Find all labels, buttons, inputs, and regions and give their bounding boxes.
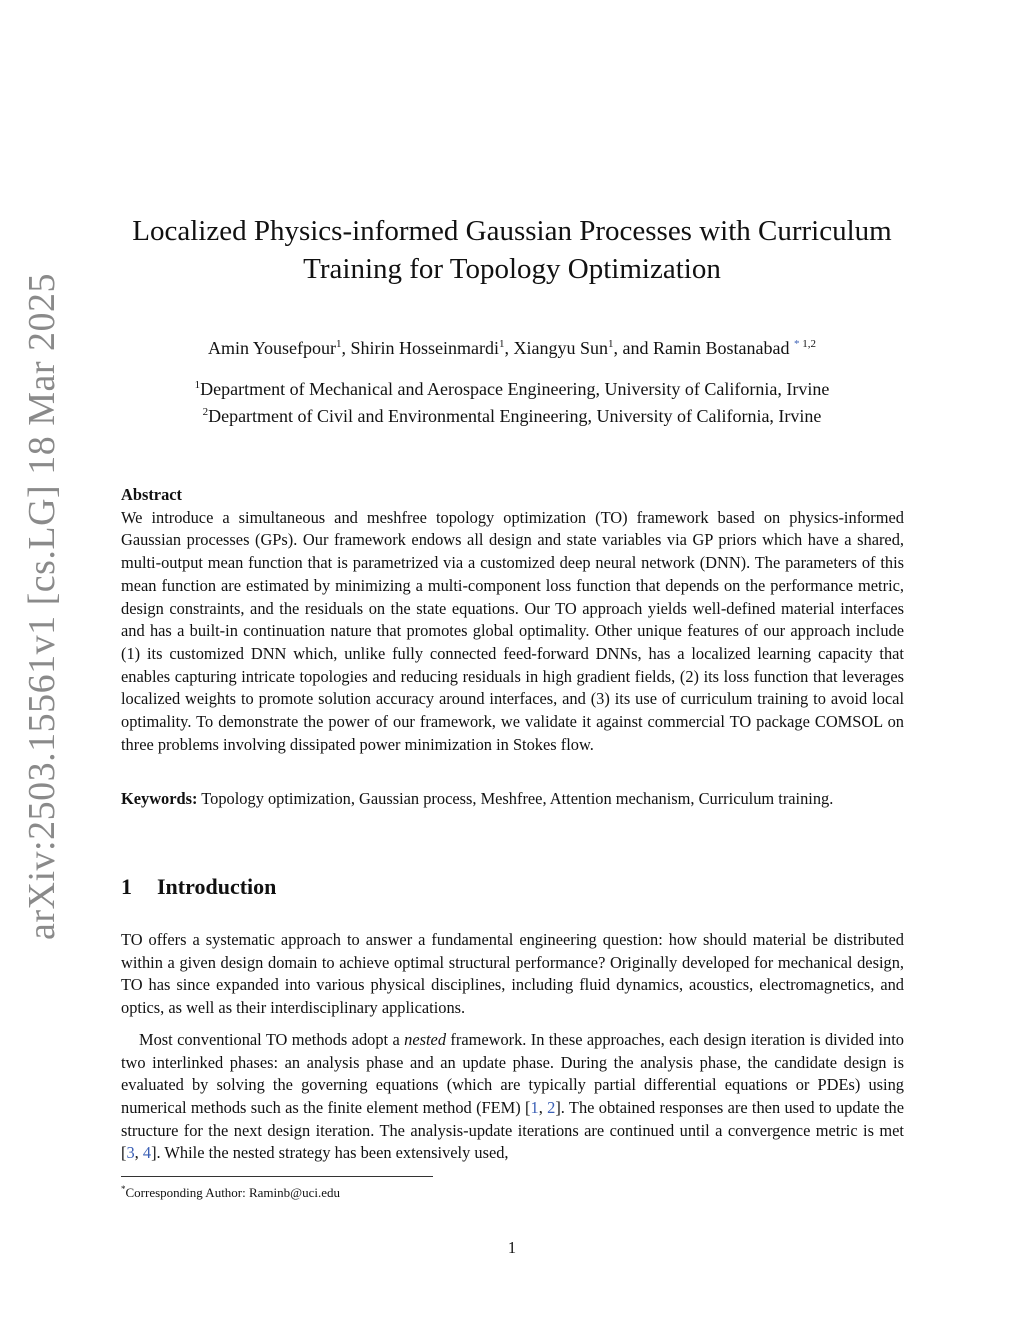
abstract-heading: Abstract — [121, 485, 182, 504]
author-name: Xiangyu Sun — [513, 338, 609, 358]
section-number: 1 — [121, 874, 132, 899]
affiliation-2: $^2$Department of Civil and Environmental Engineering, University of California, Irvine — [202, 406, 822, 426]
arxiv-stamp: arXiv:2503.15561v1 [cs.LG] 18 Mar 2025 — [21, 272, 63, 940]
intro-paragraph-2: Most conventional TO methods adopt a nested framework. In these approaches, each design iteration is divided into two interlinked phases: an analysis phase and an update phase. During the analysis phase, the candidate design is evaluated by solving the governing equations (which are typically partial differential equations or PDEs) using numerical methods such as the finite element method (FEM) [1, 2]. The obtained responses are then used to update the structure for the next design iteration. The analysis-update iterations are continued until a convergence metric is met [3, 4]. While the nested strategy has been extensively used, — [121, 1029, 904, 1163]
footnote-divider — [121, 1176, 433, 1177]
page-number: 1 — [507, 1238, 517, 1257]
citation-link[interactable]: 2 — [547, 1097, 556, 1117]
citation-link[interactable]: 1 — [530, 1097, 539, 1117]
keywords-label: Keywords: — [121, 789, 198, 808]
author-list: Amin Yousefpour$^1$, Shirin Hosseinmardi$^1$, Xiangyu Sun$^1$, and Ramin Bostanabad $^{* 1,2}$ — [208, 338, 816, 358]
abstract-body: We introduce a simultaneous and meshfree topology optimization (TO) framework based on physics-informed Gaussian processes (GPs). Our framework endows all design and state variables via GP priors which have a shared, multi-output mean function that is parametrized via a customized deep neural network (DNN). The parameters of this mean function are estimated by minimizing a multi-component loss function that depends on the performance metric, design constraints, and the residuals on the state equations. Our TO approach yields well-defined material interfaces and has a built-in continuation nature that promotes global optimality. Other unique features of our approach include (1) its customized DNN which, unlike fully connected feed-forward DNNs, has a localized learning capacity that enables capturing intricate topologies and reducing residuals in high gradient fields, (2) its loss function that leverages localized weights to promote solution accuracy around interfaces, and (3) its use of curriculum training to avoid local optimality. To demonstrate the power of our framework, we validate it against commercial TO package COMSOL on three problems involving dissipated power minimization in Stokes flow. — [121, 507, 904, 754]
keywords-text: Topology optimization, Gaussian process, Meshfree, Attention mechanism, Curriculum training. — [201, 789, 834, 808]
affiliations — [80, 374, 944, 428]
author-affil-mark: 1 — [499, 338, 505, 350]
corresponding-author-link[interactable]: * — [794, 338, 800, 350]
intro-paragraph-1: TO offers a systematic approach to answer a fundamental engineering question: how should material be distributed within a given design domain to achieve optimal structural performance? Originally developed for mechanical design, TO has since expanded into various physical disciplines, including fluid dynamics, acoustics, electromagnetics, and optics, as well as their interdisciplinary applications. — [121, 930, 904, 1018]
author-affil-mark: 1 — [608, 338, 614, 350]
author-affil-mark: 1 — [336, 338, 342, 350]
abstract — [121, 484, 904, 756]
affiliation-1: $^1$Department of Mechanical and Aerospace Engineering, University of California, Irvine — [194, 379, 830, 399]
paper-title — [80, 212, 944, 288]
title-line-1: Localized Physics-informed Gaussian Processes with Curriculum — [132, 215, 892, 247]
footnote-text: Corresponding Author: Raminb@uci.edu — [125, 1185, 341, 1200]
footnote-mark: * — [121, 1184, 126, 1194]
citation-link[interactable]: 4 — [142, 1143, 152, 1163]
citation-link[interactable]: 3 — [126, 1143, 135, 1163]
author-name: Ramin Bostanabad — [653, 338, 790, 358]
author-name: Shirin Hosseinmardi — [350, 338, 500, 358]
keywords — [121, 788, 904, 811]
author-name: Amin Yousefpour — [208, 338, 337, 358]
section-title: Introduction — [157, 874, 277, 899]
title-line-2: Training for Topology Optimization — [303, 253, 721, 285]
section-heading-introduction — [121, 874, 276, 900]
introduction-body — [121, 929, 904, 1174]
footnote — [121, 1181, 340, 1201]
author-affil-mark: 1,2 — [802, 338, 816, 350]
